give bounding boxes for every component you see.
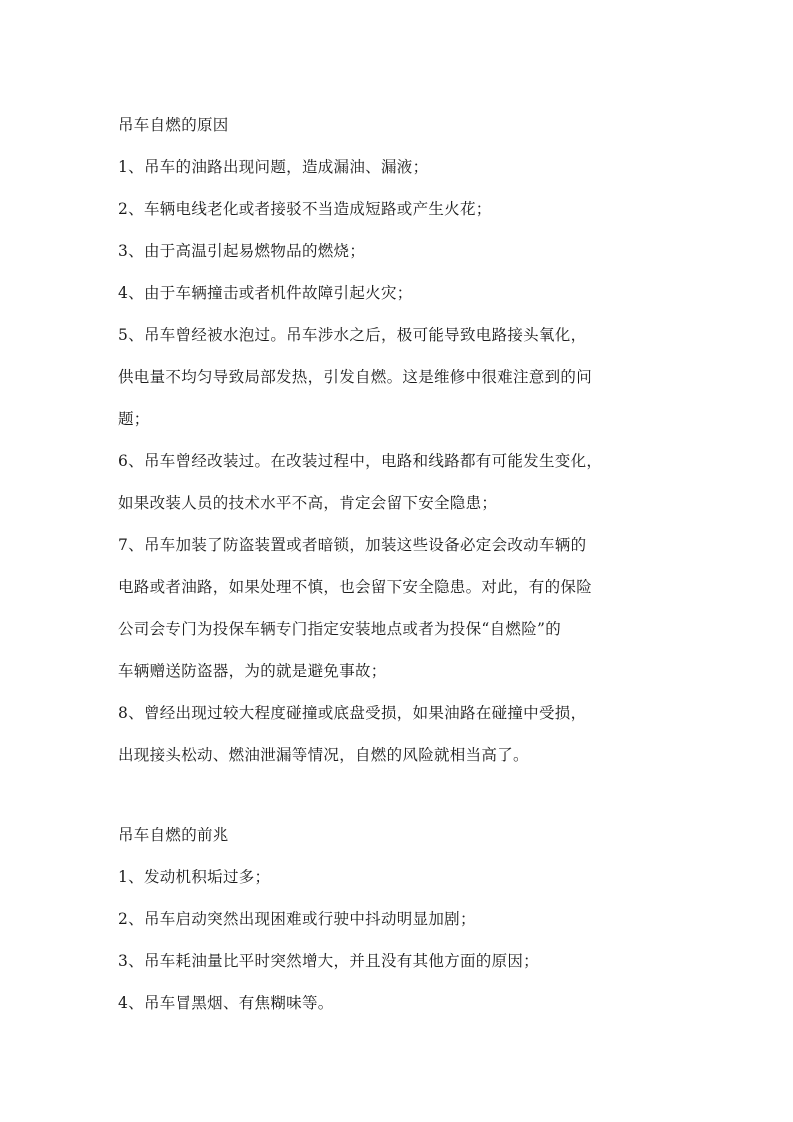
document-page (118, 104, 678, 1024)
section-title: 吊车自燃的原因 (118, 116, 229, 134)
paragraph-line: 4、由于车辆撞击或者机件故障引起火灾； (118, 284, 413, 302)
paragraph-line: 电路或者油路，如果处理不慎，也会留下安全隐患。对此，有的保险 (118, 578, 593, 596)
paragraph-line: 5、吊车曾经被水泡过。吊车涉水之后，极可能导致电路接头氧化， (118, 326, 587, 344)
paragraph-line: 2、车辆电线老化或者接驳不当造成短路或产生火花； (118, 200, 492, 218)
paragraph-line: 8、曾经出现过较大程度碰撞或底盘受损，如果油路在碰撞中受损， (118, 704, 587, 722)
paragraph-line: 出现接头松动、燃油泄漏等情况，自燃的风险就相当高了。 (118, 746, 529, 764)
paragraph-line: 题； (118, 410, 150, 428)
paragraph-line: 1、吊车的油路出现问题，造成漏油、漏液； (118, 158, 429, 176)
paragraph-line: 6、吊车曾经改装过。在改装过程中，电路和线路都有可能发生变化， (118, 452, 603, 470)
paragraph-line: 3、吊车耗油量比平时突然增大，并且没有其他方面的原因； (118, 952, 539, 970)
paragraph-line: 车辆赠送防盗器，为的就是避免事故； (118, 662, 387, 680)
paragraph-line: 供电量不均匀导致局部发热，引发自燃。这是维修中很难注意到的问 (118, 368, 593, 386)
paragraph-line: 3、由于高温引起易燃物品的燃烧； (118, 242, 366, 260)
paragraph-line: 1、发动机积垢过多； (118, 868, 271, 886)
section-gap (118, 776, 678, 814)
paragraph-line: 如果改装人员的技术水平不高，肯定会留下安全隐患； (118, 494, 498, 512)
section-title: 吊车自燃的前兆 (118, 826, 229, 844)
paragraph-line: 2、吊车启动突然出现困难或行驶中抖动明显加剧； (118, 910, 476, 928)
paragraph-line: 4、吊车冒黑烟、有焦糊味等。 (118, 994, 334, 1012)
paragraph-line: 公司会专门为投保车辆专门指定安装地点或者为投保“自燃险”的 (118, 620, 562, 638)
paragraph-line: 7、吊车加装了防盗装置或者暗锁，加装这些设备必定会改动车辆的 (118, 536, 587, 554)
